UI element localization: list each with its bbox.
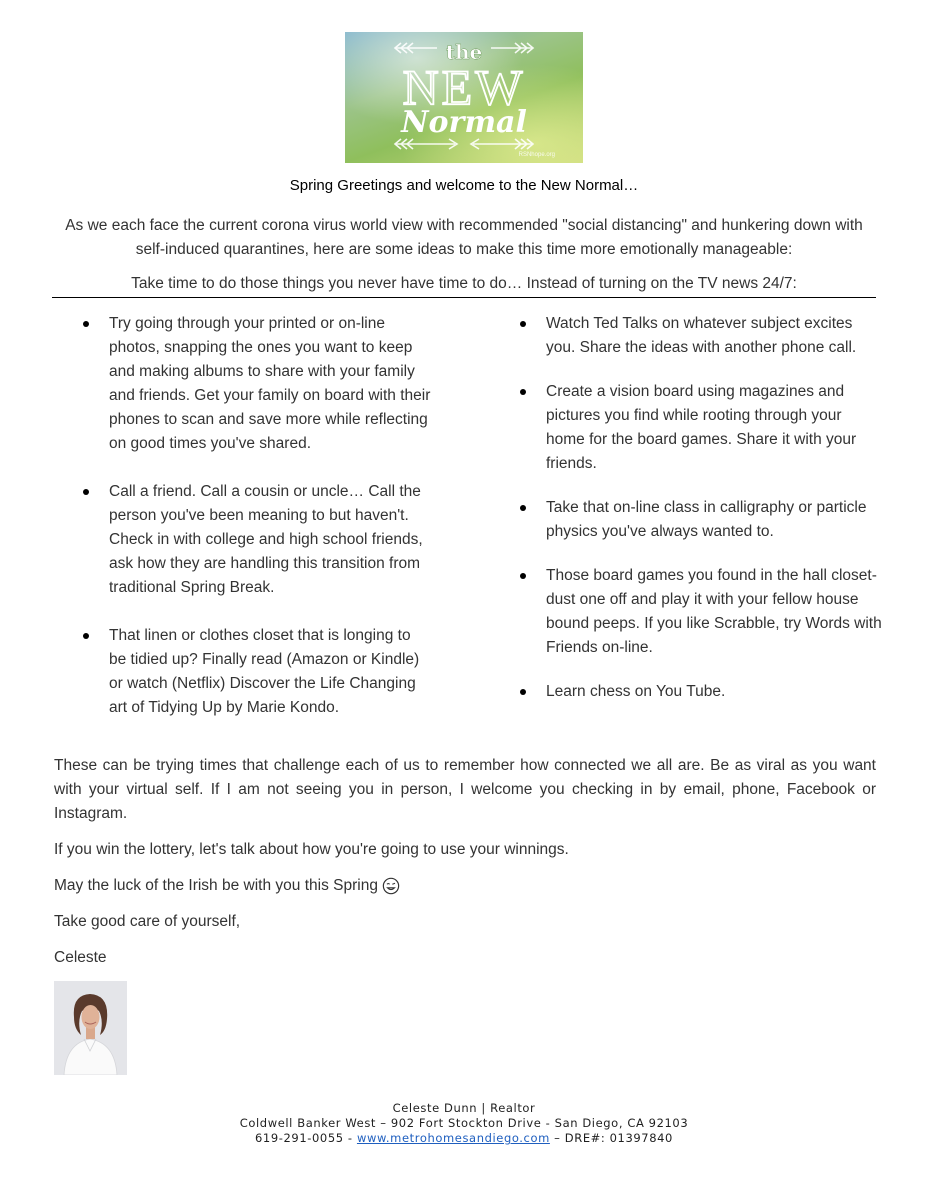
banner-artwork [345, 32, 583, 163]
footer-dre: – DRE#: 01397840 [549, 1131, 673, 1145]
bullet-icon [520, 321, 526, 327]
list-item [518, 680, 883, 704]
banner-line1: the [445, 40, 483, 64]
list-item [518, 496, 883, 544]
footer-contact-line [0, 1131, 928, 1146]
right-ideas-list [518, 312, 883, 724]
list-item [81, 312, 431, 456]
care-line: Take good care of yourself, [54, 913, 241, 930]
new-normal-banner [345, 32, 583, 163]
website-link[interactable]: www.metrohomesandiego.com [356, 1131, 550, 1145]
footer [0, 1101, 928, 1146]
bullet-icon [520, 689, 526, 695]
list-item-text: Call a friend. Call a cousin or uncle… Call the person you've been meaning to but haven't. Check in with college and high school friends, ask how they are handling this transition from traditional Spring Break. [109, 483, 423, 596]
divider-line [52, 297, 876, 298]
list-item-text: Those board games you found in the hall closet-dust one off and play it with your fellow house bound peeps. If you like Scrabble, try Words with Friends on-line. [546, 567, 882, 656]
banner-line2: NEW [402, 59, 526, 115]
list-item [518, 380, 883, 476]
footer-separator: - [343, 1131, 357, 1145]
closing-paragraph: These can be trying times that challenge each of us to remember how connected we all are. Be as viral as you want with your virtual self. If I am not seeing you in person, I welcome you checking in by email, phone, Facebook or Instagram. [54, 757, 876, 822]
signoff-name: Celeste [54, 949, 107, 966]
bullet-icon [520, 389, 526, 395]
lottery-line: If you win the lottery, let's talk about how you're going to use your winnings. [54, 841, 569, 858]
bottom-arrow-ornament [395, 139, 533, 149]
lead-paragraph: Take time to do those things you never have time to do… Instead of turning on the TV news 24/7: [131, 275, 797, 292]
left-ideas-list [81, 312, 431, 744]
luck-line [54, 874, 876, 898]
luck-text: May the luck of the Irish be with you this Spring [54, 877, 378, 894]
list-item-text: That linen or clothes closet that is longing to be tidied up? Finally read (Amazon or Kindle) or watch (Netflix) Discover the Life Changing art of Tidying Up by Marie Kondo. [109, 627, 420, 716]
winking-face-icon [382, 877, 400, 895]
list-item [81, 624, 431, 720]
list-item-text: Watch Ted Talks on whatever subject excites you. Share the ideas with another phone call. [546, 315, 857, 356]
bullet-icon [83, 633, 89, 639]
list-item-text: Try going through your printed or on-line photos, snapping the ones you want to keep and making albums to share with your family and friends. Get your family on board with their phones to scan and save more while reflecting on good times you've shared. [109, 315, 431, 452]
author-photo [54, 981, 127, 1075]
portrait-illustration [54, 981, 127, 1075]
page-heading: Spring Greetings and welcome to the New Normal… [289, 177, 639, 194]
list-item-text: Take that on-line class in calligraphy or particle physics you've always wanted to. [546, 499, 867, 540]
intro-paragraph: As we each face the current corona virus world view with recommended "social distancing" and hunkering down with self-induced quarantines, here are some ideas to make this time more emotionally manageable: [65, 217, 863, 258]
footer-name-line: Celeste Dunn | Realtor [392, 1101, 536, 1115]
bullet-icon [520, 573, 526, 579]
list-item [518, 564, 883, 660]
bullet-icon [83, 489, 89, 495]
list-item [518, 312, 883, 360]
bullet-icon [520, 505, 526, 511]
list-item [81, 480, 431, 600]
bullet-icon [83, 321, 89, 327]
list-item-text: Learn chess on You Tube. [546, 683, 726, 700]
banner-credit: RSNhope.org [518, 152, 555, 158]
list-item-text: Create a vision board using magazines and pictures you find while rooting through your home for the board games. Share it with your friends. [546, 383, 857, 472]
banner-line3: Normal [401, 105, 527, 140]
footer-phone: 619-291-0055 [255, 1131, 344, 1145]
footer-address-line: Coldwell Banker West – 902 Fort Stockton Drive - San Diego, CA 92103 [239, 1116, 689, 1130]
